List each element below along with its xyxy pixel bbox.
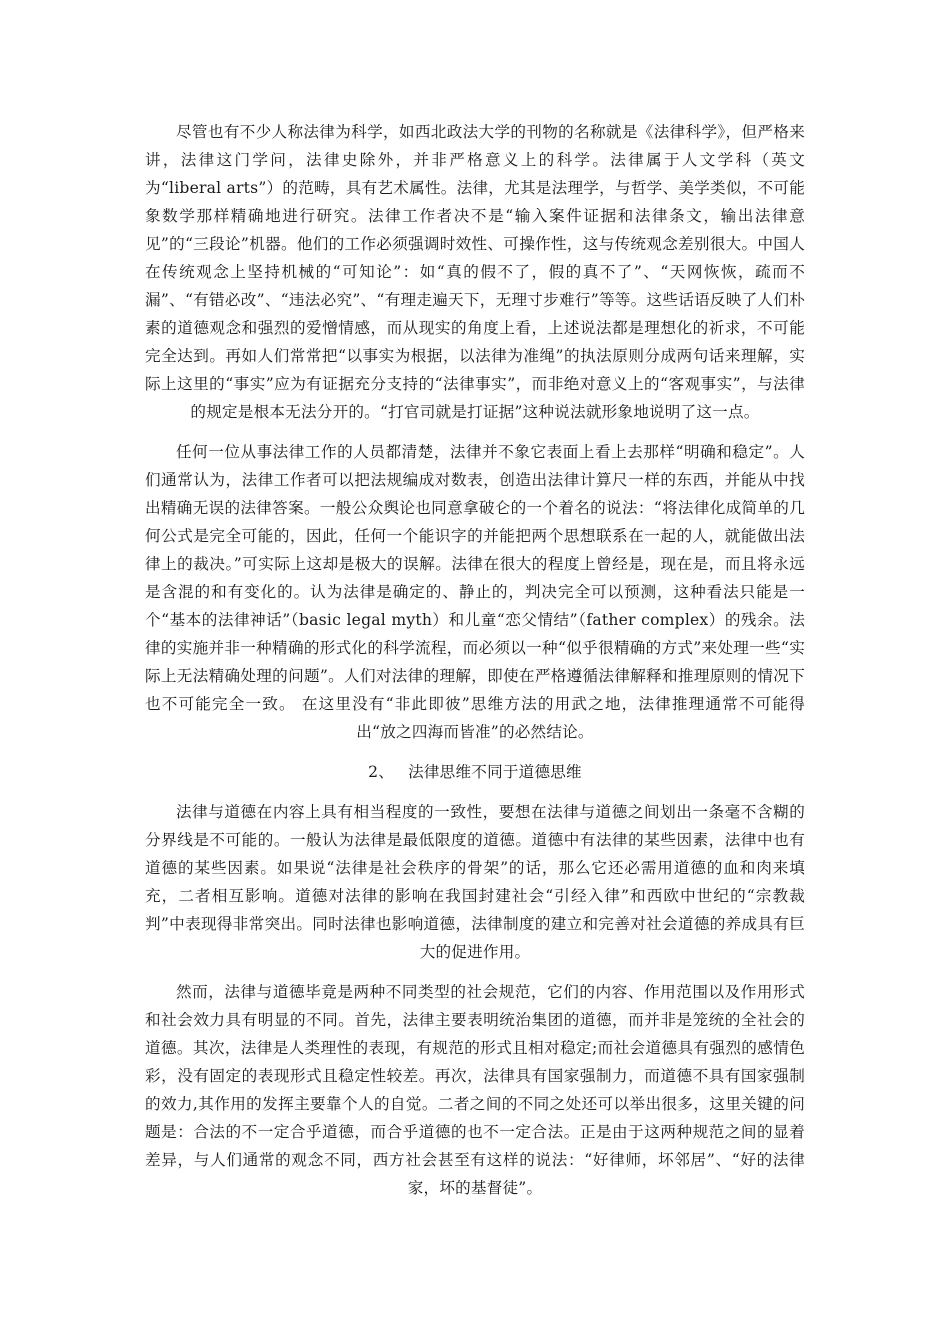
paragraph-law-and-morality: 法律与道德在内容上具有相当程度的一致性，要想在法律与道德之间划出一条毫不含糊的分界线是不可能的。一般认为法律是最低限度的道德。道德中有法律的某些因素，法律中也有道德的某些因素。如果说“法律是社会秩序的骨架”的话，那么它还必需用道德的血和肉来填充，二者相互影响。道德对法律的影响在我国封建社会“引经入律”和西欧中世纪的“宗教裁判”中表现得非常突出。同时法律也影响道德，法律制度的建立和完善对社会道德的养成具有巨大的促进作用。: [145, 803, 805, 961]
section-number: 2、: [368, 763, 395, 781]
document-page: [145, 118, 805, 1214]
paragraph-law-not-science: 尽管也有不少人称法律为科学，如西北政法大学的刊物的名称就是《法律科学》，但严格来讲，法律这门学问，法律史除外，并非严格意义上的科学。法律属于人文学科（英文为“liberal arts”）的范畴，具有艺术属性。法律，尤其是法理学，与哲学、美学类似，不可能象数学那样精确地进行研究。法律工作者决不是“输入案件证据和法律条文，输出法律意见”的“三段论”机器。他们的工作必须强调时效性、可操作性，这与传统观念差别很大。中国人在传统观念上坚持机械的“可知论”：如“真的假不了，假的真不了”、“天网恢恢，疏而不漏”、“有错必改”、“违法必究”、“有理走遍天下，无理寸步难行”等等。这些话语反映了人们朴素的道德观念和强烈的爱憎情感，而从现实的角度上看，上述说法都是理想化的祈求，不可能完全达到。再如人们常常把“以事实为根据，以法律为准绳”的执法原则分成两句话来理解，实际上这里的“事实”应为有证据充分支持的“法律事实”，而非绝对意义上的“客观事实”，与法律的规定是根本无法分开的。“打官司就是打证据”这种说法就形象地说明了这一点。: [145, 123, 805, 421]
section-heading: [145, 758, 805, 786]
paragraph-law-uncertainty: 任何一位从事法律工作的人员都清楚，法律并不象它表面上看上去那样“明确和稳定”。人们通常认为，法律工作者可以把法规编成对数表，创造出法律计算尺一样的东西，并能从中找出精确无误的法律答案。一般公众舆论也同意拿破仑的一个着名的说法：“将法律化成简单的几何公式是完全可能的，因此，任何一个能识字的并能把两个思想联系在一起的人，就能做出法律上的裁决。”可实际上这却是极大的误解。法律在很大的程度上曾经是，现在是，而且将永远是含混的和有变化的。认为法律是确定的、静止的，判决完全可以预测，这种看法只能是一个“基本的法律神话”（basic legal myth）和儿童“恋父情结”（father complex）的残余。法律的实施并非一种精确的形式化的科学流程，而必须以一种“似乎很精确的方式”来处理一些“实际上无法精确处理的问题”。人们对法律的理解，即使在严格遵循法律解释和推理原则的情况下也不可能完全一致。 在这里没有“非此即彼”思维方法的用武之地，法律推理通常不可能得出“放之四海而皆准”的必然结论。: [145, 443, 805, 741]
section-title: 法律思维不同于道德思维: [408, 763, 582, 781]
paragraph-law-morality-differences: 然而，法律与道德毕竟是两种不同类型的社会规范，它们的内容、作用范围以及作用形式和社会效力具有明显的不同。首先，法律主要表明统治集团的道德，而并非是笼统的全社会的道德。其次，法律是人类理性的表现，有规范的形式且相对稳定;而社会道德具有强烈的感情色彩，没有固定的表现形式且稳定性较差。再次，法律具有国家强制力，而道德不具有国家强制的效力,其作用的发挥主要靠个人的自觉。二者之间的不同之处还可以举出很多，这里关键的问题是：合法的不一定合乎道德，而合乎道德的也不一定合法。正是由于这两种规范之间的显着差异，与人们通常的观念不同，西方社会甚至有这样的说法：“好律师，坏邻居”、“好的法律家，坏的基督徒”。: [145, 983, 805, 1197]
